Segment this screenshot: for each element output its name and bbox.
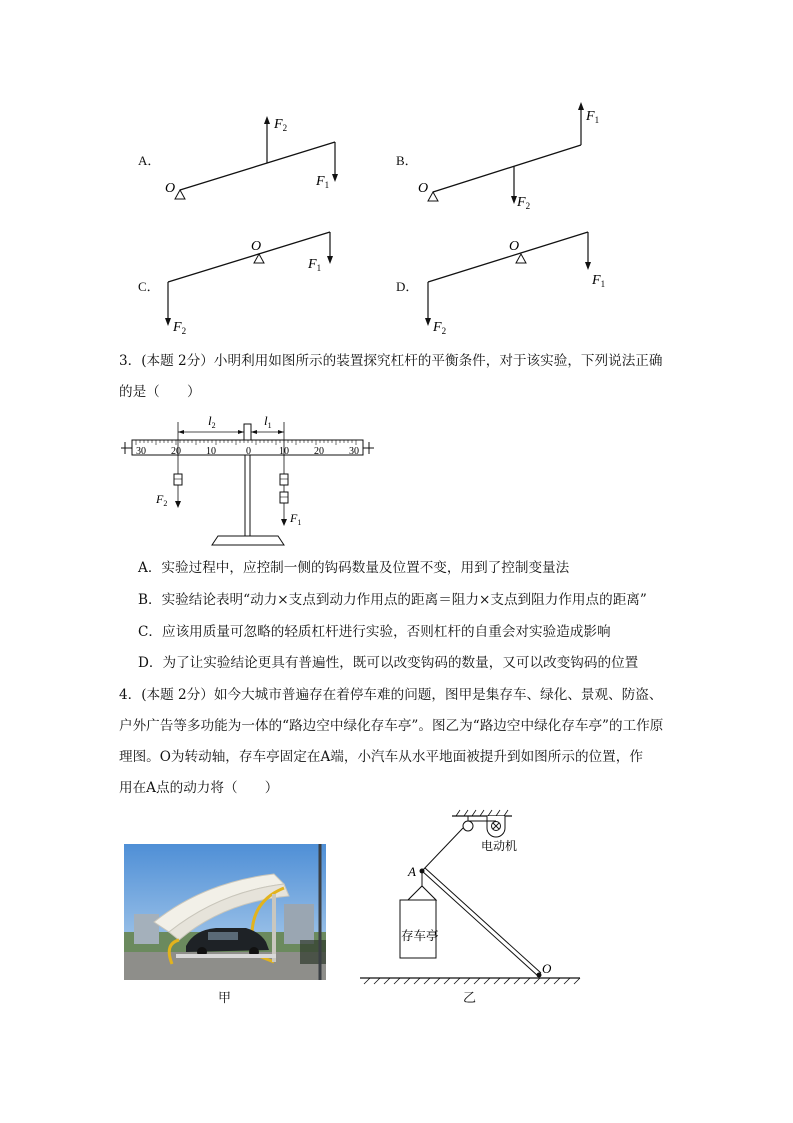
box-label: 存车亭 [401, 929, 439, 943]
option-d-diagram [420, 228, 620, 338]
option-c-label[interactable]: C． [138, 279, 160, 294]
f1-label: $F_1$ [290, 511, 302, 527]
tick-label: 10 [279, 446, 289, 457]
option-a-pivot: O [165, 181, 176, 196]
option-a-label[interactable]: A． [138, 153, 161, 168]
q4-stem-line3: 理图。O为转动轴，存车亭固定在A端，小汽车从水平地面被提升到如图所示的位置，作 [119, 749, 643, 765]
option-b-pivot: O [418, 181, 429, 196]
tick-label: 20 [314, 446, 324, 457]
option-d-pivot: O [509, 239, 520, 254]
option-b-diagram [415, 100, 615, 215]
tick-label: 30 [136, 446, 146, 457]
point-a-label: A [408, 864, 416, 879]
f2-label: $F_2$ [156, 492, 168, 508]
q3-stem-line2: 的是（ ） [119, 384, 201, 400]
tick-label: 10 [206, 446, 216, 457]
option-c-f1: $F_1$ [308, 257, 322, 273]
q4-stem-line4: 用在A点的动力将（ ） [119, 780, 279, 796]
option-d-f1: $F_1$ [592, 273, 606, 289]
q4-stem-line1: 4．(本题 2分）如今大城市普遍存在着停车难的问题，图甲是集存车、绿化、景观、防盗、 [119, 687, 663, 703]
l2-label: $l_2$ [208, 413, 216, 430]
option-c-f2: $F_2$ [173, 320, 187, 336]
l1-label: $l_1$ [264, 413, 272, 430]
photo-caption: 甲 [218, 991, 232, 1006]
tick-label: 30 [349, 446, 359, 457]
option-a-f1: $F_1$ [316, 174, 330, 190]
point-o-label: O [542, 961, 552, 976]
option-a-f2: $F_2$ [274, 117, 288, 133]
diagram-caption: 乙 [463, 991, 477, 1006]
option-b-f2: $F_2$ [517, 195, 531, 211]
q3-option-b[interactable]: B．实验结论表明“动力×支点到动力作用点的距离＝阻力×支点到阻力作用点的距离” [138, 592, 647, 608]
q3-option-c[interactable]: C．应该用质量可忽略的轻质杠杆进行实验，否则杠杆的自重会对实验造成影响 [138, 624, 611, 640]
q3-stem-line1: 3．(本题 2分）小明利用如图所示的装置探究杠杆的平衡条件，对于该实验，下列说法正确 [119, 353, 663, 369]
q4-stem-line2: 户外广告等多功能为一体的“路边空中绿化存车亭”。图乙为“路边空中绿化存车亭”的工作原 [119, 718, 664, 734]
tick-label: 0 [246, 446, 251, 457]
option-b-f1: $F_1$ [586, 109, 600, 125]
pavilion-working-diagram [352, 808, 592, 988]
tick-label: 20 [171, 446, 181, 457]
lever-apparatus-diagram [118, 408, 383, 553]
option-c-pivot: O [251, 239, 262, 254]
option-d-f2: $F_2$ [433, 320, 447, 336]
option-d-label[interactable]: D． [396, 279, 419, 294]
motor-label: 电动机 [481, 839, 518, 853]
option-a-diagram [160, 110, 360, 210]
option-b-label[interactable]: B． [396, 153, 418, 168]
option-c-diagram [160, 228, 360, 338]
q3-option-d[interactable]: D．为了让实验结论更具有普遍性，既可以改变钩码的数量，又可以改变钩码的位置 [138, 655, 639, 671]
parking-pavilion-photo [124, 844, 326, 980]
q3-option-a[interactable]: A．实验过程中，应控制一侧的钩码数量及位置不变，用到了控制变量法 [138, 560, 570, 576]
